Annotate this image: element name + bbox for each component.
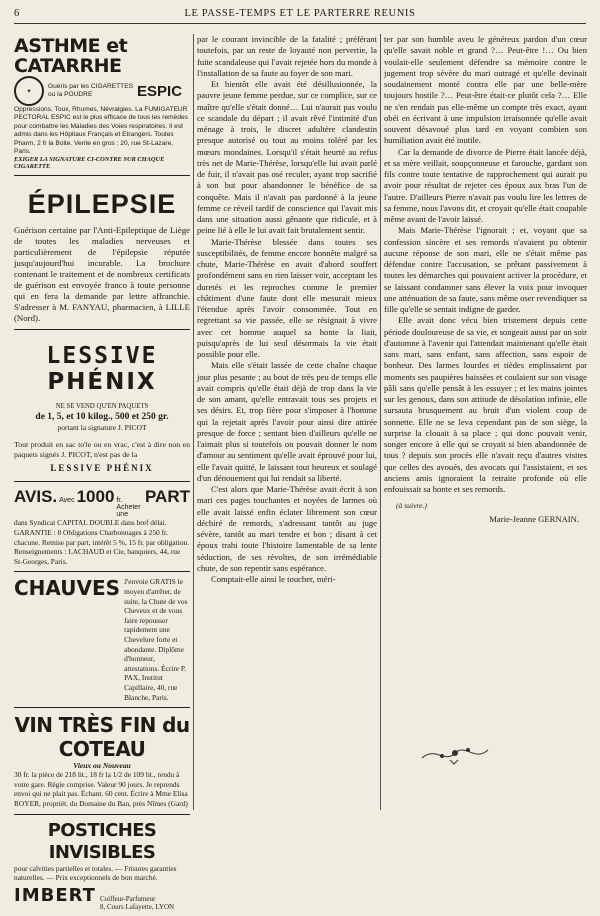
ad-vin-body: 30 fr. la pièce de 218 lit., 18 fr la 1/2 de 109 lit., rendu à votre gare. Régie comprise. Valeur 90 jours. Je reprends envoi qui ne plait pas. Échant. 60 cent. Écrire à Mme Elisa ROYER, propriét. du Domaine du Ban, près Nîmes (Gard) [14, 770, 188, 808]
page-header [14, 6, 586, 22]
ad-asthme-line1: Guéris par les CIGARETTES [48, 82, 134, 90]
story-column-right [384, 34, 587, 816]
ad-avis-a3: 1000 [76, 487, 115, 507]
journal-title: LE PASSE-TEMPS ET LE PARTERRE REUNIS [184, 8, 416, 19]
ad-postiches-body: pour calvities partielles et totales. — Frisures garanties naturelles. — Prix exceptionnels de bon marché. [14, 863, 177, 883]
ad-epilepsie-title: ÉPILEPSIE [27, 189, 177, 220]
ad-vin-subtitle: Vieux ou Nouveau [73, 761, 131, 771]
header-rule [14, 23, 586, 24]
ad-avis-body: dans Syndicat CAPITAL DOUBLE dans bref délai. GARANTIE : 8 Obligations Charbonnages à 250 fr. chacune. Remise par part, intérêt 5 %, 15 fr. par obligation. Renseignements : LACHAUD et Cie, banquiers, 44, rue St-Georges, Paris. [14, 518, 190, 566]
ad-asthme-title: ASTHME et CATARRHE [14, 35, 128, 77]
page-number: 6 [14, 8, 20, 19]
paragraph: Mais elle s'était lassée de cette chaîne chaque jour plus pesante ; au bout de très peu de temps elle avait compris qu'elle était déjà de trop dans la vie de son amant, qu'elle entravait tous ses projets et ses désirs. Et, trop fière pour s'imposer à l'homme qui la rejetait après l'avoir pour ainsi dire attirée presque de force ; sentant bien d'ailleurs qu'elle ne l'aimait plus si toutefois on pouvait donner le nom d'amour au sentiment qu'elle avait éprouvé pour lui, elle l'avait quitté, le laissant tout heureux et soulagé d'un dénouement qui lui rendait sa liberté. [197, 360, 377, 483]
paragraph: Mais Marie-Thérèse l'ignorait ; et, voyant que sa confession sincère et ses remords n'avaient pu obtenir aucune réponse de son mari, elle ne s'était même pas défendue contre l'accusation, se prêtant passivement à toutes les démarches qui pouvaient activer la procédure, et se laissant condamner sans élever la voix pour invoquer une atténuation de sa faute, sans même oser revendiquer sa fille qu'elle se sentait indigne de garder. [384, 225, 587, 314]
ad-lessive [14, 333, 190, 482]
ad-avis-a5: PART [144, 487, 190, 507]
paragraph: Marie-Thérèse blessée dans toutes ses susceptibilités, de femme encore honnête malgré sa chute, Marie-Thérèse en avait d'abord souffert profondément sans en rien laisser voir, acceptant les duretés et les reproches comme le premier châtiment d'une faute dont elle mesurait mieux l'étendue après l'avoir consommée. Tout en regrettant sa vie passée, elle se résignait à vivre avec cet homme auquel sa honte la liait, puisqu'après de lui seul désormais la vie était possible pour elle. [197, 236, 377, 359]
paragraph: par le courant invincible de la fatalité ; préférant toutefois, par un reste de loyauté non pervertie, la fuite scandaleuse qui l'avait rejetée hors du monde à l'installation de sa faute au foyer de son mari. [197, 34, 377, 78]
ad-postiches [14, 818, 190, 916]
ad-epilepsie [14, 179, 190, 330]
ad-lessive-line4: Tout produit en sac to'le ou en vrac, c'est à dire non en paquets signés J. PICOT, n'est pas de la [14, 440, 190, 460]
ad-lessive-line3: portant la signature J. PICOT [57, 423, 147, 433]
paragraph: Comptait-elle ainsi le toucher, méri- [211, 574, 336, 584]
ad-epilepsie-body: Guérison certaine par l'Anti-Epileptique de Liège de toutes les maladies nerveuses et particulièrement de l'épilepsie réputée jusqu'aujourd'hui incurable. La brochure contenant le traitement et de nombreux certificats de guérison est envoyée franco à toute personne qui en fera la demande par lettre affranchie. S'adresser à M. FANYAU, pharmacien, à LILLE (Nord). [14, 225, 190, 324]
ad-lessive-line2: de 1, 5, et 10 kilog., 500 et 250 gr. [35, 412, 169, 423]
paragraph: C'est alors que Marie-Thérèse avait écrit à son mari ces pages touchantes et noyées de larmes où elle avait laissé enfin éclater librement son cœur déchiré de remords, s'adressant tantôt au juge sévère, tantôt au mari tendre et bon ; disant à cet époux trahi toute l'histoire lamentable de sa lente séduction, de ses révoltes, de son irrémédiable chute, de son repentir sans espérance. [197, 484, 377, 573]
ad-postiches-name: IMBERT [14, 884, 96, 906]
ad-avis [14, 485, 190, 572]
ad-lessive-title1: LESSIVE [46, 343, 158, 370]
ad-lessive-line5: LESSIVE PHÉNIX [50, 463, 154, 474]
ad-lessive-title2: PHÉNIX [47, 369, 157, 396]
advertisement-column [14, 34, 190, 911]
column-divider-left [193, 34, 194, 810]
ad-avis-a4: fr. Acheter une [116, 497, 141, 519]
ad-avis-a1: AVIS. [14, 487, 58, 507]
story-column-middle [197, 34, 377, 816]
ad-chauves [14, 575, 190, 708]
ad-postiches-trade: Coiffeur-Parfumeur [99, 894, 156, 903]
ad-vin [14, 711, 190, 814]
continuation-note: (à suivre.) [396, 501, 427, 511]
ad-asthme-body: Oppressions, Toux, Rhumes, Névralgies. La FUMIGATEUR PECTORAL ESPIC est le plus efficace de tous les remèdes pour combattre les Maladies des Voies respiratoires. Il est admis dans les Hôpitaux Français et Etrangers. Toutes Pharm, 2 fr la Boite. Vente en gros : 20, rue St-Lazare, Paris. [14, 106, 188, 156]
ad-vin-title: VIN TRÈS FIN du COTEAU [14, 713, 190, 762]
ad-asthme-line2: ou la POUDRE [48, 91, 93, 98]
ad-postiches-address: 8, Cours Lafayette, LYON [99, 902, 175, 911]
column-divider-right [380, 34, 381, 810]
ad-asthme-brand: ESPIC [137, 82, 183, 100]
paragraph: Et bientôt elle avait été désillusionnée, la pauvre jeune femme perdue, sur ce complice, sur ce maître qu'elle s'était donné… Lui n'aurait pas voulu ce scandale du départ ; il avait rêvé l'intimité d'un ménage à trois, le discret adultère clandestin presque autorisé ou tout au moins toléré par les mœurs mondaines. Lorsqu'il s'était heurté au refus très net de Marie-Thérèse, lorsqu'elle lui avait parlé de fuir, il n'avait pas osé reculer, ayant trop sacrifié à son but pour abandonner le bénéfice de sa conquête. Mais il n'avait pas pardonné à la jeune femme ce réveil tardif de conscience qui l'avait mis dans une situation aussi gênante que ridicule, et à peine lié à elle le lui avait fait brutalement sentir. [197, 79, 377, 236]
ad-chauves-title: CHAUVES [14, 576, 121, 601]
ad-asthme-warning: EXIGER LA SIGNATURE CI-CONTRE SUR CHAQUE CIGARETTE [14, 156, 165, 171]
paragraph: ter par son humble aveu le généreux pardon d'un cœur qu'elle savait noble et grand ?… Peut-être !… Ou bien voulait-elle seulement défendre sa mémoire contre le jugement trop sévère du mari outragé et qu'elle devinait soudainement monté contra elle par une belle-mère toujours hostile ?… Peut-être était-ce plutôt cela ?… Elle ne s'en rendait pas elle-même un compte très exact, ayant obéi en écrivant à une impulsion irraisonnée qu'elle avait souvent désavoué plus tard en voyant combien son humiliation avait été inutile. [384, 34, 587, 146]
ad-asthme [14, 34, 190, 176]
ad-lessive-line1: NE SE VEND QU'EN PAQUETS [55, 403, 149, 411]
paragraph: Car la demande de divorce de Pierre était lancée déjà, et sa mère veillait, soupçonneuse et farouche, gardant son fils contre toute tentative de rapprochement qui aurait pu avoir pour résultat de rejeter ces époux aux bras l'un de l'autre. D'ailleurs Pierre n'avait pas voulu lire les lettres de sa femme, nous l'avons dit, et croyait qu'elle était coupable même avant de l'avoir laissé. [384, 146, 587, 224]
floral-ornament-icon [420, 738, 490, 768]
author-signature: Marie-Jeanne GERNAIN. [489, 514, 579, 525]
ad-avis-a2: Avec [59, 497, 75, 505]
ad-postiches-title: POSTICHES INVISIBLES [47, 819, 157, 863]
ad-chauves-body: J'envoie GRATIS le moyen d'arrêter, de suite, la Chute de vos Cheveux et de vous faire repousser rapidement une Chevelure forte et abondante. Diplôme d'honneur, attestations. Écrire P. PAX, Institut Capillaire, 40, rue Blanche, Paris. [124, 577, 188, 702]
seal-icon: ✦ [14, 76, 44, 106]
paragraph: Elle avait donc vécu bien tristement depuis cette période douloureuse de sa vie, et songeait aussi par un soir d'automne à l'avenir qui l'attendait maintenant qu'elle était sans mari, sans enfant, sans affection, sans espoir de bonheur. Des larmes lourdes et tièdes emplissaient par moments ses paupières baissées et coulaient sur son visage pâli sans qu'elle pensât à les essuyer ; et les mains jointes sur les genoux, dans son attitude de désolation infinie, elle sursauta brusquement au bruit d'un violent coup de sonnette. Elle ne se leva cependant pas de son siège, la surprise la clouait à sa place ; qui donc pouvait venir, songer encore à elle qui se croyait si bien abandonnée de tous ? depuis son procès elle n'avait reçu d'autres visites que celles des avoués, des avocats qui l'assistaient, et ses anciens amis ignoraient la retraite profonde où elle enfouissait sa honte et ses remords. [384, 315, 587, 494]
